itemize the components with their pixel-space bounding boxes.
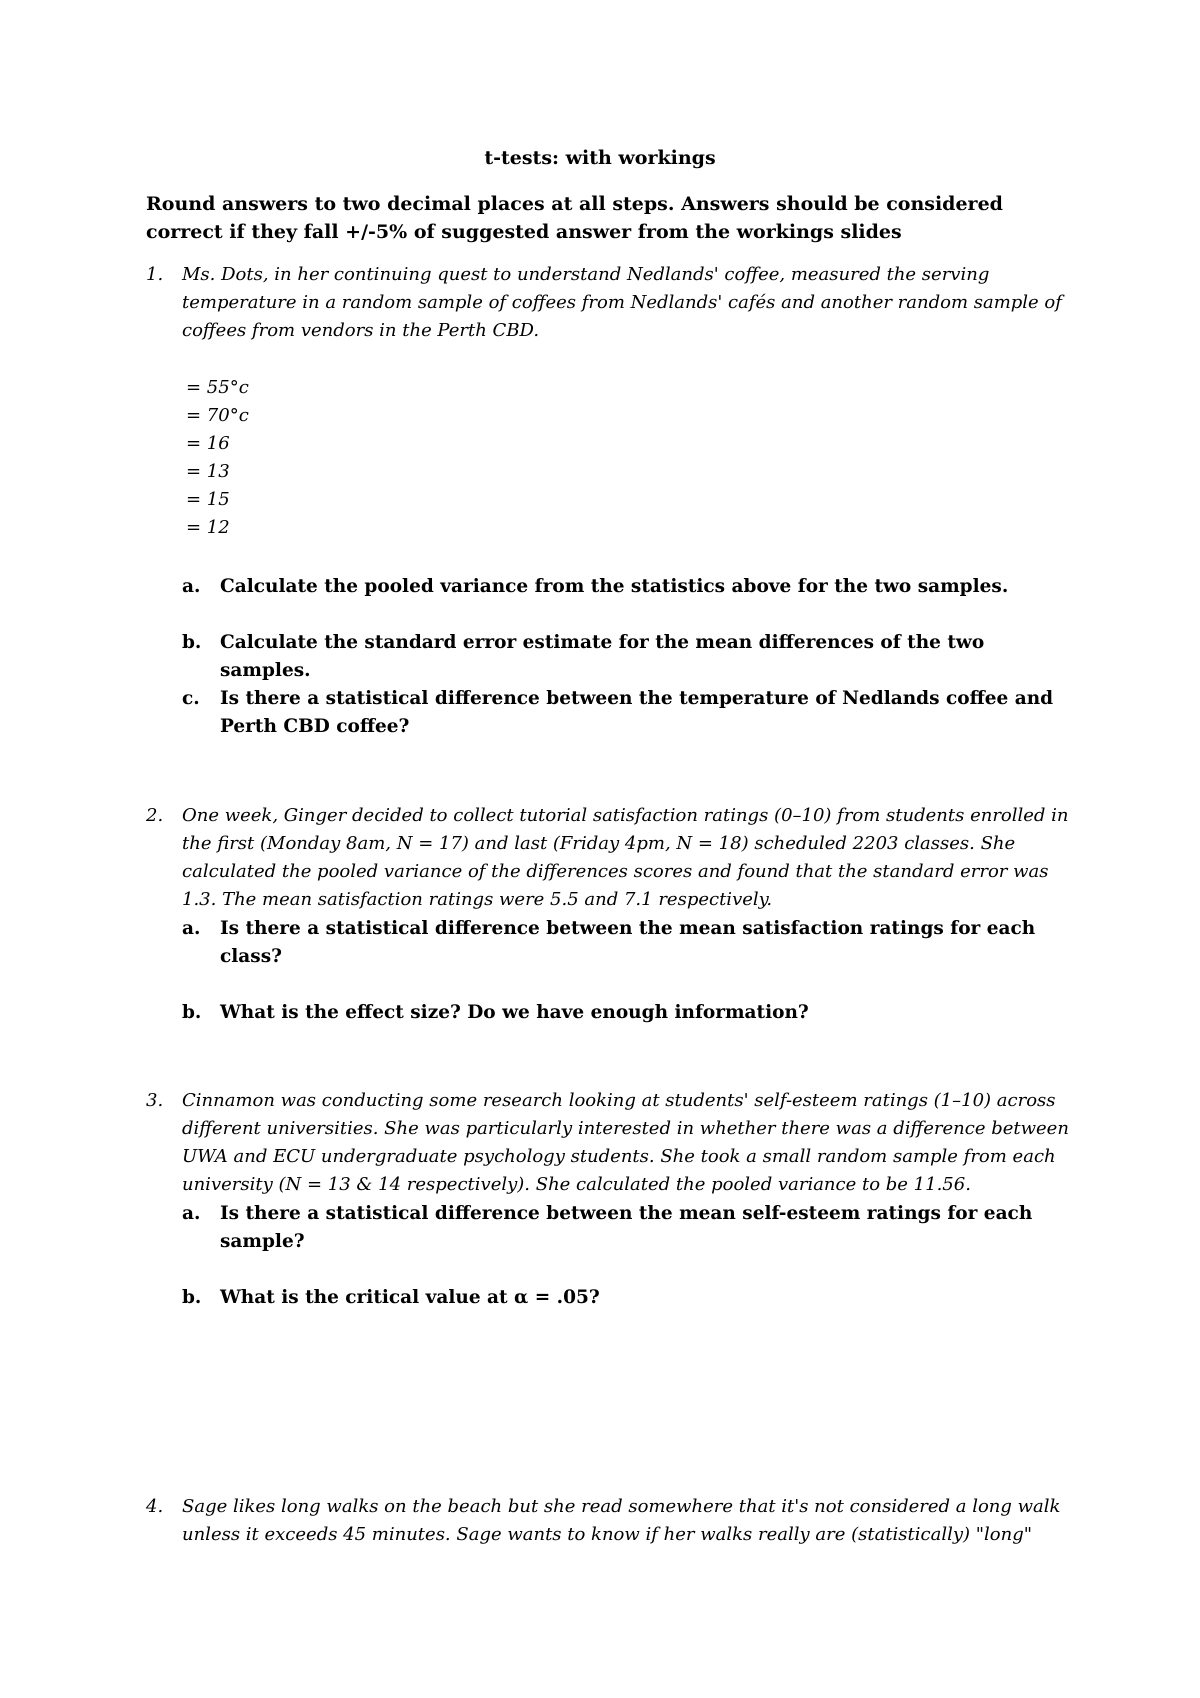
stat-value: = 13	[186, 461, 230, 482]
stat-value: = 15	[186, 489, 230, 510]
stat-value: = 12	[186, 517, 230, 538]
part-text: Is there a statistical difference between the temperature of Nedlands coffee and Perth CBD coffee?	[220, 688, 1054, 737]
instructions: Round answers to two decimal places at all steps. Answers should be considered correct if they fall +/-5% of suggested answer from the workings slides	[146, 193, 1003, 243]
page-title: t-tests: with workings	[484, 147, 716, 169]
part-text: Is there a statistical difference between the mean self-esteem ratings for each sample?	[220, 1203, 1033, 1252]
stat-value: = 55°c	[186, 377, 249, 398]
stat-value: = 70°c	[186, 405, 249, 426]
question-text: Sage likes long walks on the beach but she read somewhere that it's not considered a long walk unless it exceeds 45 minutes. Sage wants to know if her walks really are (statistically) "long"	[182, 1496, 1061, 1545]
question-text: Cinnamon was conducting some research looking at students' self-esteem ratings (1–10) across different universities. She was particularly interested in whether there was a difference between UWA and ECU undergraduate psychology students. She took a small random sample from each university (N = 13 & 14 respectively). She calculated the pooled variance to be 11.56.	[182, 1090, 1069, 1195]
question-number: 2.	[146, 805, 164, 826]
part-text: What is the critical value at α = .05?	[220, 1287, 600, 1308]
question-number: 1.	[146, 264, 164, 285]
part-text: Is there a statistical difference between the mean satisfaction ratings for each class?	[220, 918, 1036, 967]
part-letter: b.	[182, 1287, 202, 1308]
question-number: 4.	[146, 1496, 164, 1517]
part-text: Calculate the pooled variance from the statistics above for the two samples.	[220, 576, 1009, 597]
stat-value: = 16	[186, 433, 230, 454]
part-letter: a.	[182, 576, 201, 597]
part-letter: a.	[182, 918, 201, 939]
part-letter: b.	[182, 632, 202, 653]
part-text: What is the effect size? Do we have enough information?	[220, 1002, 809, 1023]
part-text: Calculate the standard error estimate for the mean differences of the two samples.	[220, 632, 985, 681]
question-text: Ms. Dots, in her continuing quest to understand Nedlands' coffee, measured the serving temperature in a random sample of coffees from Nedlands' cafés and another random sample of coffees from vendors in the Perth CBD.	[182, 264, 1062, 341]
question-text: One week, Ginger decided to collect tutorial satisfaction ratings (0–10) from students enrolled in the first (Monday 8am, N = 17) and last (Friday 4pm, N = 18) scheduled 2203 classes. She calculated the pooled variance of the differences scores and found that the standard error was 1.3. The mean satisfaction ratings were 5.5 and 7.1 respectively.	[182, 805, 1069, 910]
part-letter: c.	[182, 688, 200, 709]
part-letter: a.	[182, 1203, 201, 1224]
question-number: 3.	[146, 1090, 164, 1111]
part-letter: b.	[182, 1002, 202, 1023]
